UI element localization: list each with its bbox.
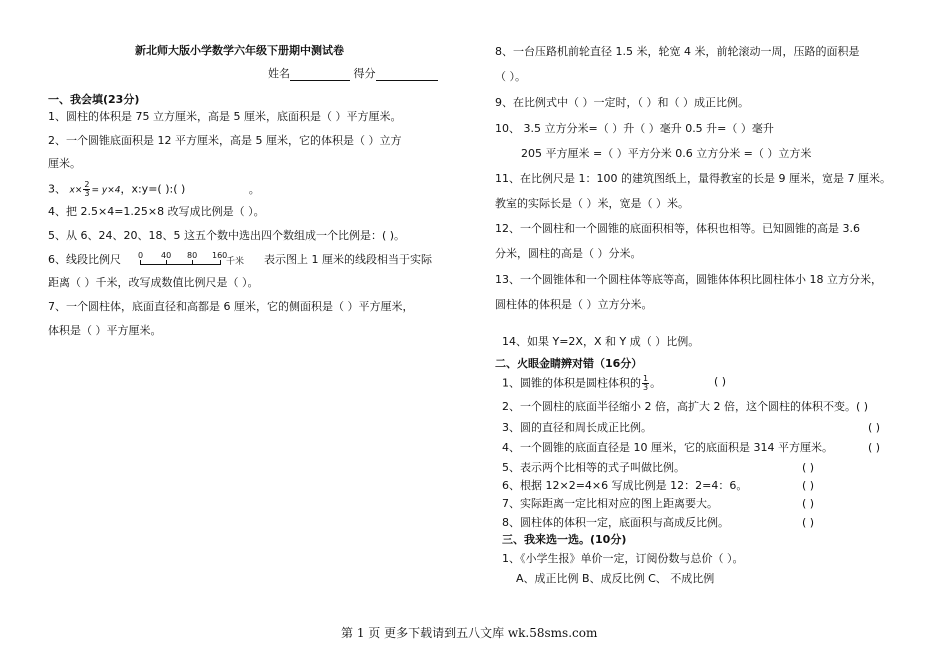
question-7-line-2: 体积是（ ）平方厘米。 — [48, 324, 162, 337]
section-2-heading: 二、火眼金睛辨对错（16分） — [495, 357, 643, 370]
question-9: 9、在比例式中（ ）一定时，（ ）和（ ）成正比例。 — [495, 96, 749, 109]
question-13-line-2: 圆柱体的体积是（ ）立方分米。 — [495, 298, 653, 311]
question-8-line-2: （ ）。 — [495, 70, 526, 83]
question-11-line-2: 教室的实际长是（ ）米，宽是（ ）米。 — [495, 197, 689, 210]
judge-8: 8、圆柱体的体积一定，底面积与高成反比例。 — [502, 516, 729, 529]
judge-1: 1、圆锥的体积是圆柱体积的 $\frac{1}{3}$ 。 — [502, 374, 662, 392]
score-label: 得分 — [353, 67, 376, 80]
judge-7-answer[interactable]: ( ) — [802, 497, 815, 510]
scale-unit: 千米 — [226, 257, 245, 267]
question-13-line-1: 13、一个圆锥体和一个圆柱体等底等高，圆锥体体积比圆柱体小 18 立方分米， — [495, 273, 882, 286]
fraction-two-thirds: $\frac{2}{3}$ — [84, 180, 90, 198]
question-12-line-1: 12、一个圆柱和一个圆锥的底面积相等，体积也相等。已知圆锥的高是 3.6 — [495, 222, 860, 235]
section-1-heading: 一、我会填(23分) — [48, 93, 140, 106]
question-2-line-1: 2、一个圆锥底面积是 12 平方厘米，高是 5 厘米，它的体积是（ ）立方 — [48, 134, 402, 147]
judge-4: 4、一个圆锥的底面直径是 10 厘米，它的底面积是 314 平方厘米。 — [502, 441, 833, 454]
judge-1-answer[interactable]: ( ) — [714, 375, 727, 388]
judge-3: 3、圆的直径和周长成正比例。 — [502, 421, 652, 434]
fraction-one-third: $\frac{1}{3}$ — [643, 374, 649, 392]
question-6-prefix: 6、线段比例尺 — [48, 253, 121, 266]
question-1: 1、圆柱的体积是 75 立方厘米，高是 5 厘米，底面积是（ ）平方厘米。 — [48, 110, 402, 123]
judge-3-answer[interactable]: ( ) — [868, 421, 881, 434]
choice-1: 1、《小学生报》单价一定，订阅份数与总价（ ）。 — [502, 552, 744, 565]
question-14: 14、如果 Y=2X，X 和 Y 成（ ）比例。 — [502, 335, 700, 348]
question-11-line-1: 11、在比例尺是 1：100 的建筑图纸上，量得教室的长是 9 厘米，宽是 7 厘米。 — [495, 172, 891, 185]
question-10-line-1: 10、 3.5 立方分米=（ ）升（ ）毫升 0.5 升=（ ）毫升 — [495, 122, 774, 135]
name-field[interactable] — [268, 67, 438, 81]
question-12-line-2: 分米，圆柱的高是（ ）分米。 — [495, 247, 642, 260]
question-6-line-2: 距离（ ）千米，改写成数值比例尺是（ ）。 — [48, 276, 259, 289]
question-7-line-1: 7、一个圆柱体，底面直径和高都是 6 厘米，它的侧面积是（ ）平方厘米， — [48, 300, 414, 313]
scale-tick-80: 80 — [187, 251, 198, 260]
scale-tick-40: 40 — [161, 251, 172, 260]
question-3: 3、 x× $\frac{2}{3}$ = y×4，x:y=( ):( ) 。 — [48, 180, 260, 198]
choice-1-options: A、成正比例 B、成反比例 C、 不成比例 — [516, 572, 715, 585]
question-6-suffix: 表示图上 1 厘米的线段相当于实际 — [264, 253, 432, 266]
judge-2: 2、一个圆柱的底面半径缩小 2 倍，高扩大 2 倍，这个圆柱的体积不变。( ) — [502, 400, 869, 413]
question-8-line-1: 8、一台压路机前轮直径 1.5 米，轮宽 4 米，前轮滚动一周，压路的面积是 — [495, 45, 860, 58]
judge-8-answer[interactable]: ( ) — [802, 516, 815, 529]
question-2-line-2: 厘米。 — [48, 157, 81, 170]
judge-6: 6、根据 12×2=4×6 写成比例是 12：2=4：6。 — [502, 479, 748, 492]
page-title: 新北师大版小学数学六年级下册期中测试卷 — [135, 44, 344, 57]
scale-tick-0: 0 — [138, 251, 144, 260]
judge-7: 7、实际距离一定比相对应的图上距离要大。 — [502, 497, 718, 510]
judge-6-answer[interactable]: ( ) — [802, 479, 815, 492]
section-3-heading: 三、我来选一选。(10分) — [502, 533, 627, 546]
question-5: 5、从 6、24、20、18、5 这五个数中选出四个数组成一个比例是：( )。 — [48, 229, 406, 242]
judge-4-answer[interactable]: ( ) — [868, 441, 881, 454]
page-footer: 第 1 页 更多下载请到五八文库 wk.58sms.com — [341, 626, 598, 640]
question-10-line-2: 205 平方厘米 =（ ）平方分米 0.6 立方分米 =（ ）立方米 — [521, 147, 812, 160]
name-label: 姓名 — [268, 67, 290, 80]
scale-tick-160: 160 — [212, 251, 228, 260]
judge-5: 5、表示两个比相等的式子叫做比例。 — [502, 461, 685, 474]
scale-bar — [138, 251, 260, 270]
question-4: 4、把 2.5×4=1.25×8 改写成比例是（ ）。 — [48, 205, 265, 218]
judge-5-answer[interactable]: ( ) — [802, 461, 815, 474]
